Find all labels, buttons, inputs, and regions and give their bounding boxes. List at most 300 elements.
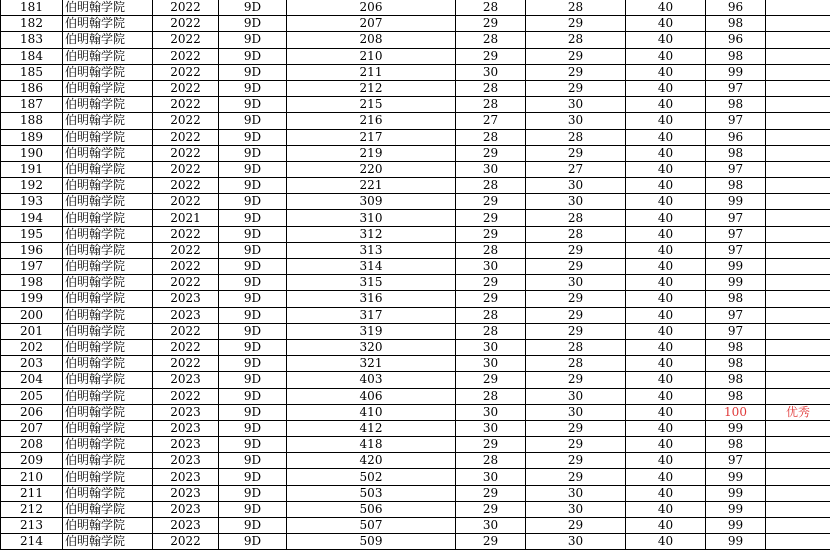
year-cell[interactable]: 2023 [153,518,219,534]
total-score-cell[interactable]: 97 [706,113,766,129]
class-cell[interactable]: 9D [219,242,287,258]
score-1-cell[interactable]: 30 [456,64,526,80]
score-3-cell[interactable]: 40 [626,178,706,194]
score-3-cell[interactable]: 40 [626,97,706,113]
school-cell[interactable]: 伯明翰学院 [63,404,153,420]
remark-cell[interactable] [766,437,830,453]
score-2-cell[interactable]: 28 [526,226,626,242]
score-3-cell[interactable]: 40 [626,372,706,388]
total-score-cell[interactable]: 99 [706,518,766,534]
row-number-cell[interactable]: 204 [1,372,63,388]
year-cell[interactable]: 2023 [153,404,219,420]
school-cell[interactable]: 伯明翰学院 [63,437,153,453]
remark-cell[interactable] [766,32,830,48]
score-1-cell[interactable]: 28 [456,80,526,96]
class-cell[interactable]: 9D [219,388,287,404]
score-1-cell[interactable]: 29 [456,48,526,64]
score-1-cell[interactable]: 30 [456,259,526,275]
room-cell[interactable]: 313 [287,242,456,258]
row-number-cell[interactable]: 212 [1,501,63,517]
row-number-cell[interactable]: 197 [1,259,63,275]
score-3-cell[interactable]: 40 [626,145,706,161]
total-score-cell[interactable]: 98 [706,356,766,372]
room-cell[interactable]: 418 [287,437,456,453]
row-number-cell[interactable]: 184 [1,48,63,64]
class-cell[interactable]: 9D [219,32,287,48]
room-cell[interactable]: 319 [287,323,456,339]
score-3-cell[interactable]: 40 [626,242,706,258]
score-2-cell[interactable]: 28 [526,0,626,16]
class-cell[interactable]: 9D [219,420,287,436]
class-cell[interactable]: 9D [219,453,287,469]
row-number-cell[interactable]: 192 [1,178,63,194]
school-cell[interactable]: 伯明翰学院 [63,113,153,129]
room-cell[interactable]: 208 [287,32,456,48]
school-cell[interactable]: 伯明翰学院 [63,259,153,275]
score-3-cell[interactable]: 40 [626,420,706,436]
room-cell[interactable]: 206 [287,0,456,16]
year-cell[interactable]: 2022 [153,113,219,129]
score-2-cell[interactable]: 29 [526,291,626,307]
year-cell[interactable]: 2022 [153,339,219,355]
score-2-cell[interactable]: 29 [526,420,626,436]
school-cell[interactable]: 伯明翰学院 [63,485,153,501]
total-score-cell[interactable]: 97 [706,161,766,177]
total-score-cell[interactable]: 99 [706,259,766,275]
remark-cell[interactable] [766,372,830,388]
year-cell[interactable]: 2022 [153,242,219,258]
row-number-cell[interactable]: 187 [1,97,63,113]
score-3-cell[interactable]: 40 [626,32,706,48]
remark-cell[interactable] [766,469,830,485]
school-cell[interactable]: 伯明翰学院 [63,242,153,258]
score-2-cell[interactable]: 29 [526,518,626,534]
year-cell[interactable]: 2022 [153,323,219,339]
remark-cell[interactable]: 优秀 [766,404,830,420]
remark-cell[interactable] [766,0,830,16]
row-number-cell[interactable]: 191 [1,161,63,177]
remark-cell[interactable] [766,145,830,161]
year-cell[interactable]: 2023 [153,501,219,517]
remark-cell[interactable] [766,64,830,80]
remark-cell[interactable] [766,485,830,501]
total-score-cell[interactable]: 98 [706,291,766,307]
room-cell[interactable]: 410 [287,404,456,420]
class-cell[interactable]: 9D [219,80,287,96]
remark-cell[interactable] [766,226,830,242]
total-score-cell[interactable]: 96 [706,129,766,145]
class-cell[interactable]: 9D [219,518,287,534]
remark-cell[interactable] [766,339,830,355]
class-cell[interactable]: 9D [219,501,287,517]
room-cell[interactable]: 502 [287,469,456,485]
room-cell[interactable]: 207 [287,16,456,32]
score-2-cell[interactable]: 28 [526,339,626,355]
score-2-cell[interactable]: 29 [526,48,626,64]
score-3-cell[interactable]: 40 [626,0,706,16]
remark-cell[interactable] [766,275,830,291]
row-number-cell[interactable]: 196 [1,242,63,258]
score-2-cell[interactable]: 29 [526,259,626,275]
class-cell[interactable]: 9D [219,437,287,453]
year-cell[interactable]: 2022 [153,275,219,291]
row-number-cell[interactable]: 182 [1,16,63,32]
score-2-cell[interactable]: 29 [526,80,626,96]
score-1-cell[interactable]: 30 [456,356,526,372]
row-number-cell[interactable]: 183 [1,32,63,48]
room-cell[interactable]: 321 [287,356,456,372]
school-cell[interactable]: 伯明翰学院 [63,210,153,226]
class-cell[interactable]: 9D [219,534,287,550]
remark-cell[interactable] [766,97,830,113]
total-score-cell[interactable]: 99 [706,501,766,517]
class-cell[interactable]: 9D [219,129,287,145]
room-cell[interactable]: 412 [287,420,456,436]
score-3-cell[interactable]: 40 [626,194,706,210]
row-number-cell[interactable]: 210 [1,469,63,485]
year-cell[interactable]: 2023 [153,307,219,323]
row-number-cell[interactable]: 200 [1,307,63,323]
room-cell[interactable]: 420 [287,453,456,469]
class-cell[interactable]: 9D [219,356,287,372]
score-2-cell[interactable]: 30 [526,501,626,517]
score-1-cell[interactable]: 28 [456,97,526,113]
total-score-cell[interactable]: 99 [706,485,766,501]
score-2-cell[interactable]: 27 [526,161,626,177]
class-cell[interactable]: 9D [219,485,287,501]
score-1-cell[interactable]: 30 [456,161,526,177]
year-cell[interactable]: 2023 [153,485,219,501]
year-cell[interactable]: 2022 [153,388,219,404]
score-3-cell[interactable]: 40 [626,437,706,453]
school-cell[interactable]: 伯明翰学院 [63,501,153,517]
remark-cell[interactable] [766,178,830,194]
school-cell[interactable]: 伯明翰学院 [63,32,153,48]
year-cell[interactable]: 2022 [153,97,219,113]
score-1-cell[interactable]: 28 [456,307,526,323]
score-3-cell[interactable]: 40 [626,388,706,404]
total-score-cell[interactable]: 98 [706,97,766,113]
score-2-cell[interactable]: 29 [526,372,626,388]
score-1-cell[interactable]: 29 [456,16,526,32]
score-3-cell[interactable]: 40 [626,323,706,339]
school-cell[interactable]: 伯明翰学院 [63,307,153,323]
row-number-cell[interactable]: 214 [1,534,63,550]
year-cell[interactable]: 2022 [153,16,219,32]
score-3-cell[interactable]: 40 [626,339,706,355]
school-cell[interactable]: 伯明翰学院 [63,453,153,469]
school-cell[interactable]: 伯明翰学院 [63,291,153,307]
year-cell[interactable]: 2022 [153,80,219,96]
school-cell[interactable]: 伯明翰学院 [63,0,153,16]
remark-cell[interactable] [766,129,830,145]
total-score-cell[interactable]: 98 [706,16,766,32]
year-cell[interactable]: 2023 [153,291,219,307]
remark-cell[interactable] [766,388,830,404]
score-1-cell[interactable]: 28 [456,178,526,194]
score-1-cell[interactable]: 30 [456,339,526,355]
score-2-cell[interactable]: 29 [526,437,626,453]
score-2-cell[interactable]: 30 [526,388,626,404]
class-cell[interactable]: 9D [219,372,287,388]
remark-cell[interactable] [766,80,830,96]
year-cell[interactable]: 2022 [153,161,219,177]
room-cell[interactable]: 216 [287,113,456,129]
score-2-cell[interactable]: 29 [526,323,626,339]
score-1-cell[interactable]: 28 [456,323,526,339]
school-cell[interactable]: 伯明翰学院 [63,420,153,436]
year-cell[interactable]: 2022 [153,145,219,161]
room-cell[interactable]: 220 [287,161,456,177]
score-3-cell[interactable]: 40 [626,275,706,291]
total-score-cell[interactable]: 98 [706,178,766,194]
score-1-cell[interactable]: 29 [456,372,526,388]
class-cell[interactable]: 9D [219,64,287,80]
year-cell[interactable]: 2023 [153,372,219,388]
score-2-cell[interactable]: 29 [526,469,626,485]
total-score-cell[interactable]: 97 [706,226,766,242]
score-2-cell[interactable]: 30 [526,534,626,550]
score-2-cell[interactable]: 30 [526,97,626,113]
score-2-cell[interactable]: 29 [526,453,626,469]
score-2-cell[interactable]: 29 [526,307,626,323]
score-2-cell[interactable]: 29 [526,242,626,258]
score-2-cell[interactable]: 30 [526,113,626,129]
year-cell[interactable]: 2022 [153,356,219,372]
class-cell[interactable]: 9D [219,194,287,210]
year-cell[interactable]: 2023 [153,420,219,436]
room-cell[interactable]: 503 [287,485,456,501]
score-3-cell[interactable]: 40 [626,259,706,275]
total-score-cell[interactable]: 97 [706,242,766,258]
total-score-cell[interactable]: 97 [706,307,766,323]
score-1-cell[interactable]: 29 [456,501,526,517]
row-number-cell[interactable]: 208 [1,437,63,453]
school-cell[interactable]: 伯明翰学院 [63,145,153,161]
room-cell[interactable]: 317 [287,307,456,323]
total-score-cell[interactable]: 98 [706,372,766,388]
class-cell[interactable]: 9D [219,469,287,485]
remark-cell[interactable] [766,48,830,64]
school-cell[interactable]: 伯明翰学院 [63,534,153,550]
room-cell[interactable]: 506 [287,501,456,517]
row-number-cell[interactable]: 189 [1,129,63,145]
class-cell[interactable]: 9D [219,226,287,242]
score-3-cell[interactable]: 40 [626,485,706,501]
total-score-cell[interactable]: 98 [706,145,766,161]
score-2-cell[interactable]: 30 [526,404,626,420]
score-1-cell[interactable]: 28 [456,32,526,48]
remark-cell[interactable] [766,453,830,469]
room-cell[interactable]: 314 [287,259,456,275]
score-3-cell[interactable]: 40 [626,113,706,129]
year-cell[interactable]: 2022 [153,129,219,145]
score-1-cell[interactable]: 28 [456,453,526,469]
score-2-cell[interactable]: 28 [526,129,626,145]
class-cell[interactable]: 9D [219,161,287,177]
room-cell[interactable]: 219 [287,145,456,161]
score-3-cell[interactable]: 40 [626,161,706,177]
room-cell[interactable]: 507 [287,518,456,534]
row-number-cell[interactable]: 185 [1,64,63,80]
school-cell[interactable]: 伯明翰学院 [63,356,153,372]
row-number-cell[interactable]: 181 [1,0,63,16]
year-cell[interactable]: 2023 [153,469,219,485]
year-cell[interactable]: 2023 [153,437,219,453]
score-1-cell[interactable]: 29 [456,437,526,453]
class-cell[interactable]: 9D [219,113,287,129]
score-3-cell[interactable]: 40 [626,129,706,145]
school-cell[interactable]: 伯明翰学院 [63,64,153,80]
row-number-cell[interactable]: 198 [1,275,63,291]
remark-cell[interactable] [766,307,830,323]
score-1-cell[interactable]: 29 [456,534,526,550]
total-score-cell[interactable]: 99 [706,275,766,291]
row-number-cell[interactable]: 209 [1,453,63,469]
total-score-cell[interactable]: 96 [706,0,766,16]
remark-cell[interactable] [766,534,830,550]
row-number-cell[interactable]: 199 [1,291,63,307]
total-score-cell[interactable]: 98 [706,48,766,64]
row-number-cell[interactable]: 207 [1,420,63,436]
class-cell[interactable]: 9D [219,339,287,355]
year-cell[interactable]: 2022 [153,194,219,210]
class-cell[interactable]: 9D [219,291,287,307]
total-score-cell[interactable]: 99 [706,420,766,436]
score-2-cell[interactable]: 30 [526,275,626,291]
school-cell[interactable]: 伯明翰学院 [63,129,153,145]
total-score-cell[interactable]: 98 [706,437,766,453]
score-3-cell[interactable]: 40 [626,210,706,226]
score-1-cell[interactable]: 29 [456,485,526,501]
score-2-cell[interactable]: 29 [526,16,626,32]
school-cell[interactable]: 伯明翰学院 [63,372,153,388]
score-3-cell[interactable]: 40 [626,518,706,534]
total-score-cell[interactable]: 98 [706,388,766,404]
row-number-cell[interactable]: 205 [1,388,63,404]
class-cell[interactable]: 9D [219,178,287,194]
year-cell[interactable]: 2023 [153,453,219,469]
total-score-cell[interactable]: 98 [706,339,766,355]
score-3-cell[interactable]: 40 [626,453,706,469]
score-1-cell[interactable]: 29 [456,145,526,161]
total-score-cell[interactable]: 100 [706,404,766,420]
room-cell[interactable]: 312 [287,226,456,242]
school-cell[interactable]: 伯明翰学院 [63,80,153,96]
class-cell[interactable]: 9D [219,307,287,323]
school-cell[interactable]: 伯明翰学院 [63,16,153,32]
score-2-cell[interactable]: 28 [526,356,626,372]
year-cell[interactable]: 2022 [153,0,219,16]
class-cell[interactable]: 9D [219,97,287,113]
remark-cell[interactable] [766,161,830,177]
score-3-cell[interactable]: 40 [626,469,706,485]
school-cell[interactable]: 伯明翰学院 [63,518,153,534]
score-1-cell[interactable]: 30 [456,404,526,420]
room-cell[interactable]: 403 [287,372,456,388]
year-cell[interactable]: 2022 [153,259,219,275]
score-3-cell[interactable]: 40 [626,48,706,64]
room-cell[interactable]: 210 [287,48,456,64]
room-cell[interactable]: 212 [287,80,456,96]
row-number-cell[interactable]: 194 [1,210,63,226]
row-number-cell[interactable]: 203 [1,356,63,372]
score-3-cell[interactable]: 40 [626,64,706,80]
school-cell[interactable]: 伯明翰学院 [63,48,153,64]
remark-cell[interactable] [766,16,830,32]
school-cell[interactable]: 伯明翰学院 [63,97,153,113]
school-cell[interactable]: 伯明翰学院 [63,226,153,242]
total-score-cell[interactable]: 99 [706,194,766,210]
total-score-cell[interactable]: 99 [706,534,766,550]
room-cell[interactable]: 320 [287,339,456,355]
score-2-cell[interactable]: 28 [526,32,626,48]
class-cell[interactable]: 9D [219,0,287,16]
score-3-cell[interactable]: 40 [626,534,706,550]
year-cell[interactable]: 2022 [153,178,219,194]
year-cell[interactable]: 2022 [153,48,219,64]
score-3-cell[interactable]: 40 [626,226,706,242]
school-cell[interactable]: 伯明翰学院 [63,323,153,339]
remark-cell[interactable] [766,259,830,275]
score-3-cell[interactable]: 40 [626,16,706,32]
room-cell[interactable]: 509 [287,534,456,550]
class-cell[interactable]: 9D [219,323,287,339]
remark-cell[interactable] [766,113,830,129]
row-number-cell[interactable]: 188 [1,113,63,129]
row-number-cell[interactable]: 190 [1,145,63,161]
total-score-cell[interactable]: 96 [706,32,766,48]
school-cell[interactable]: 伯明翰学院 [63,275,153,291]
total-score-cell[interactable]: 97 [706,323,766,339]
score-1-cell[interactable]: 28 [456,388,526,404]
score-3-cell[interactable]: 40 [626,404,706,420]
score-1-cell[interactable]: 28 [456,129,526,145]
room-cell[interactable]: 215 [287,97,456,113]
remark-cell[interactable] [766,194,830,210]
score-2-cell[interactable]: 29 [526,64,626,80]
class-cell[interactable]: 9D [219,16,287,32]
score-1-cell[interactable]: 30 [456,469,526,485]
school-cell[interactable]: 伯明翰学院 [63,388,153,404]
score-1-cell[interactable]: 30 [456,420,526,436]
class-cell[interactable]: 9D [219,404,287,420]
row-number-cell[interactable]: 195 [1,226,63,242]
class-cell[interactable]: 9D [219,210,287,226]
remark-cell[interactable] [766,242,830,258]
total-score-cell[interactable]: 97 [706,453,766,469]
school-cell[interactable]: 伯明翰学院 [63,161,153,177]
room-cell[interactable]: 221 [287,178,456,194]
class-cell[interactable]: 9D [219,145,287,161]
year-cell[interactable]: 2022 [153,534,219,550]
school-cell[interactable]: 伯明翰学院 [63,469,153,485]
score-1-cell[interactable]: 29 [456,194,526,210]
score-1-cell[interactable]: 29 [456,210,526,226]
remark-cell[interactable] [766,323,830,339]
room-cell[interactable]: 310 [287,210,456,226]
score-1-cell[interactable]: 29 [456,291,526,307]
row-number-cell[interactable]: 193 [1,194,63,210]
score-1-cell[interactable]: 29 [456,275,526,291]
row-number-cell[interactable]: 211 [1,485,63,501]
score-3-cell[interactable]: 40 [626,501,706,517]
room-cell[interactable]: 406 [287,388,456,404]
room-cell[interactable]: 211 [287,64,456,80]
row-number-cell[interactable]: 206 [1,404,63,420]
score-2-cell[interactable]: 30 [526,485,626,501]
room-cell[interactable]: 217 [287,129,456,145]
